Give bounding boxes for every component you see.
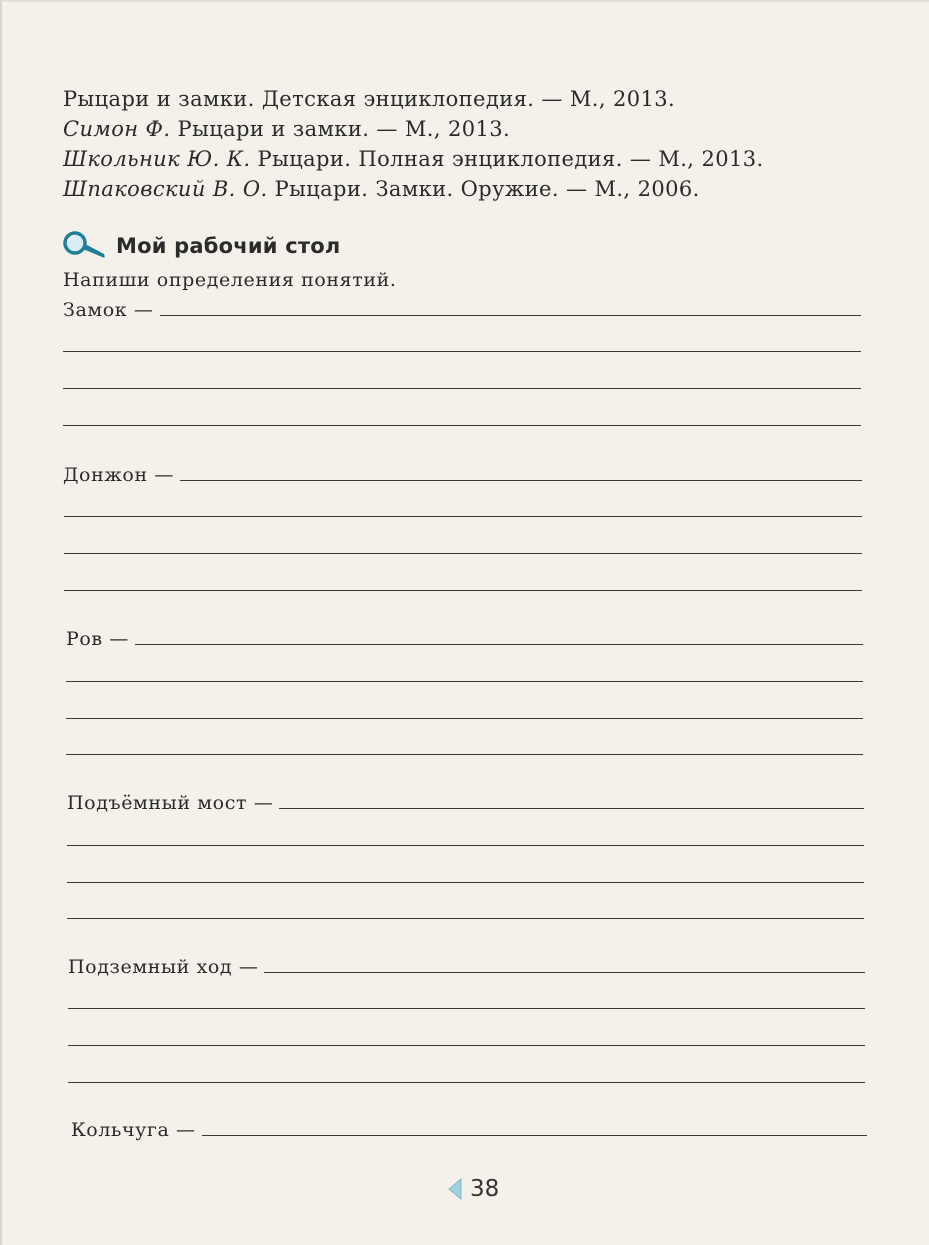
magnifier-icon [62,230,108,262]
bibliography-entry-3: Школьник Ю. К. Рыцари. Полная энциклопедия. — М., 2013. [63,147,764,171]
answer-line[interactable] [67,845,864,846]
term-row-donjon [63,464,862,486]
term-label: Донжон — [63,464,174,486]
answer-line[interactable] [180,479,862,481]
answer-line[interactable] [66,718,863,719]
term-label: Ров — [66,628,129,650]
bibliography-author: Шпаковский В. О. [63,177,268,201]
term-row-zamok [63,299,861,321]
page-number [448,1174,499,1204]
answer-line[interactable] [279,807,864,809]
term-row-rov [66,628,863,650]
term-label: Кольчуга — [71,1119,196,1141]
term-row-tunnel [68,956,865,978]
answer-line[interactable] [63,388,861,389]
section-title: Мой рабочий стол [116,234,341,258]
answer-line[interactable] [63,425,861,426]
answer-line[interactable] [135,643,863,645]
answer-line[interactable] [67,918,864,919]
answer-line[interactable] [66,681,863,682]
bibliography-entry-4: Шпаковский В. О. Рыцари. Замки. Оружие. — М., 2006. [63,177,700,201]
answer-line[interactable] [68,1045,865,1046]
answer-line[interactable] [64,590,862,591]
term-row-drawbridge [67,792,864,814]
answer-line[interactable] [67,882,864,883]
triangle-left-icon [448,1178,462,1200]
bibliography [63,84,764,204]
bibliography-author: Симон Ф. [63,117,171,141]
answer-line[interactable] [160,314,862,316]
answer-line[interactable] [64,516,862,517]
answer-line[interactable] [63,351,861,352]
term-row-chainmail [71,1119,867,1141]
bibliography-entry-1: Рыцари и замки. Детская энциклопедия. — М., 2013. [63,87,676,111]
section-header [62,230,340,262]
instruction-text: Напиши определения понятий. [63,269,397,291]
answer-line[interactable] [68,1082,865,1083]
bibliography-author: Школьник Ю. К. [63,147,251,171]
term-label: Подземный ход — [68,956,259,978]
answer-line[interactable] [68,1008,865,1009]
answer-line[interactable] [202,1134,867,1136]
answer-line[interactable] [64,553,862,554]
term-label: Замок — [63,299,154,321]
answer-line[interactable] [264,971,865,973]
page-number-text: 38 [470,1176,500,1202]
answer-line[interactable] [66,754,863,755]
bibliography-entry-2: Симон Ф. Рыцари и замки. — М., 2013. [63,117,511,141]
term-label: Подъёмный мост — [67,792,274,814]
